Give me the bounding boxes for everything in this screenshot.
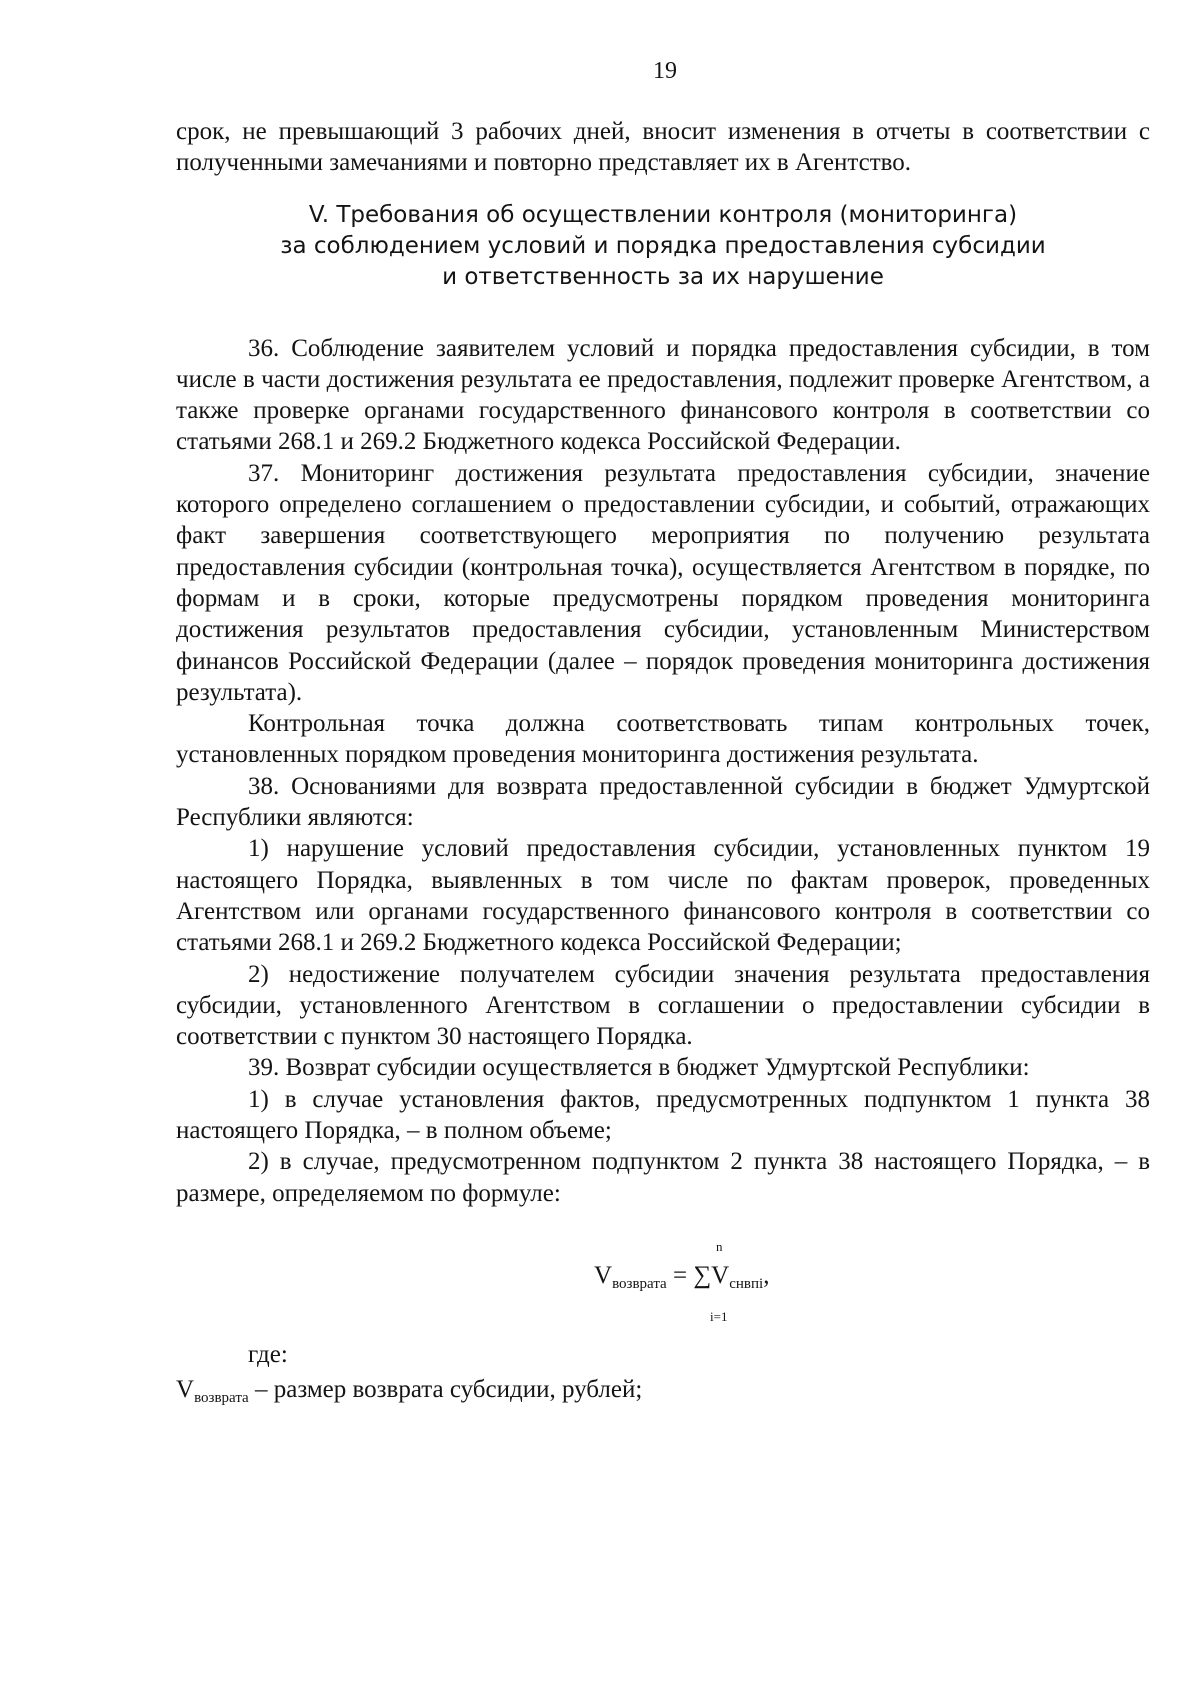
- formula-sum-symbol: ∑: [693, 1261, 712, 1289]
- formula-trailing-comma: ,: [763, 1261, 770, 1289]
- formula-lower-limit: i=1: [710, 1308, 728, 1324]
- formula-expression: [594, 1261, 769, 1299]
- formula-upper-limit: n: [716, 1238, 723, 1254]
- definition-text: – размер возврата субсидии, рублей;: [248, 1376, 643, 1404]
- formula-equals: =: [672, 1261, 688, 1289]
- paragraph-36: 36. Соблюдение заявителем условий и порядка предоставления субсидии, в том числе в части достижения результата ее предоставления, подлежит проверке Агентством, а также проверке органами государственного финансового контроля в соответствии со статьями 268.1 и 269.2 Бюджетного кодекса Российской Федерации.: [176, 334, 1150, 456]
- formula-rhs-subscript: снвпі: [729, 1275, 764, 1292]
- formula-lhs-subscript: возврата: [612, 1275, 667, 1292]
- definition-symbol: V: [176, 1376, 195, 1404]
- document-body: [176, 116, 1150, 1415]
- paragraph-37: 37. Мониторинг достижения результата предоставления субсидии, значение которого определено соглашением о предоставлении субсидии, и событий, отражающих факт завершения соответствующего мероприятия по получению результата предоставления субсидии (контрольная точка), осуществляется Агентством в порядке, по формам и в сроки, которые предусмотрены порядком проведения мониторинга достижения результатов предоставления субсидии, установленным Министерством финансов Российской Федерации (далее – порядок проведения мониторинга достижения результата).: [176, 459, 1150, 706]
- paragraph-39: 39. Возврат субсидии осуществляется в бюджет Удмуртской Республики:: [248, 1054, 1030, 1082]
- section-heading-line-3: и ответственность за их нарушение: [442, 263, 884, 290]
- return-formula: [176, 1231, 1150, 1323]
- paragraph-39-item-2: 2) в случае, предусмотренном подпунктом 2 пункта 38 настоящего Порядка, – в размере, определяемом по формуле:: [176, 1148, 1150, 1207]
- paragraph-control-point: Контрольная точка должна соответствовать типам контрольных точек, установленных порядком проведения мониторинга достижения результата.: [176, 710, 1150, 769]
- section-heading-line-2: за соблюдением условий и порядка предоставления субсидии: [280, 232, 1046, 259]
- formula-lhs-symbol: V: [594, 1261, 613, 1289]
- section-heading-line-1: V. Требования об осуществлении контроля (мониторинга): [308, 201, 1018, 228]
- paragraph-39-item-1: 1) в случае установления фактов, предусмотренных подпунктом 1 пункта 38 настоящего Порядка, – в полном объеме;: [176, 1085, 1150, 1145]
- definition-subscript: возврата: [194, 1390, 249, 1407]
- formula-rhs-symbol: V: [711, 1261, 730, 1289]
- paragraph-38-item-1: 1) нарушение условий предоставления субсидии, установленных пунктом 19 настоящего Порядка, выявленных в том числе по фактам проверок, проведенных Агентством или органами государственного финансового контроля в соответствии со статьями 268.1 и 269.2 Бюджетного кодекса Российской Федерации;: [176, 835, 1150, 957]
- section-heading: [176, 200, 1150, 293]
- definition-v-return: [176, 1374, 1150, 1414]
- intro-paragraph: срок, не превышающий 3 рабочих дней, вносит изменения в отчеты в соответствии с полученными замечаниями и повторно представляет их в Агентство.: [176, 118, 1150, 177]
- paragraph-38-item-2: 2) недостижение получателем субсидии значения результата предоставления субсидии, установленного Агентством в соглашении о предоставлении субсидии в соответствии с пунктом 30 настоящего Порядка.: [176, 960, 1150, 1051]
- where-label: где:: [248, 1340, 288, 1368]
- paragraph-38: 38. Основаниями для возврата предоставленной субсидии в бюджет Удмуртской Республики являются:: [176, 772, 1150, 832]
- page-number: 19: [653, 58, 677, 84]
